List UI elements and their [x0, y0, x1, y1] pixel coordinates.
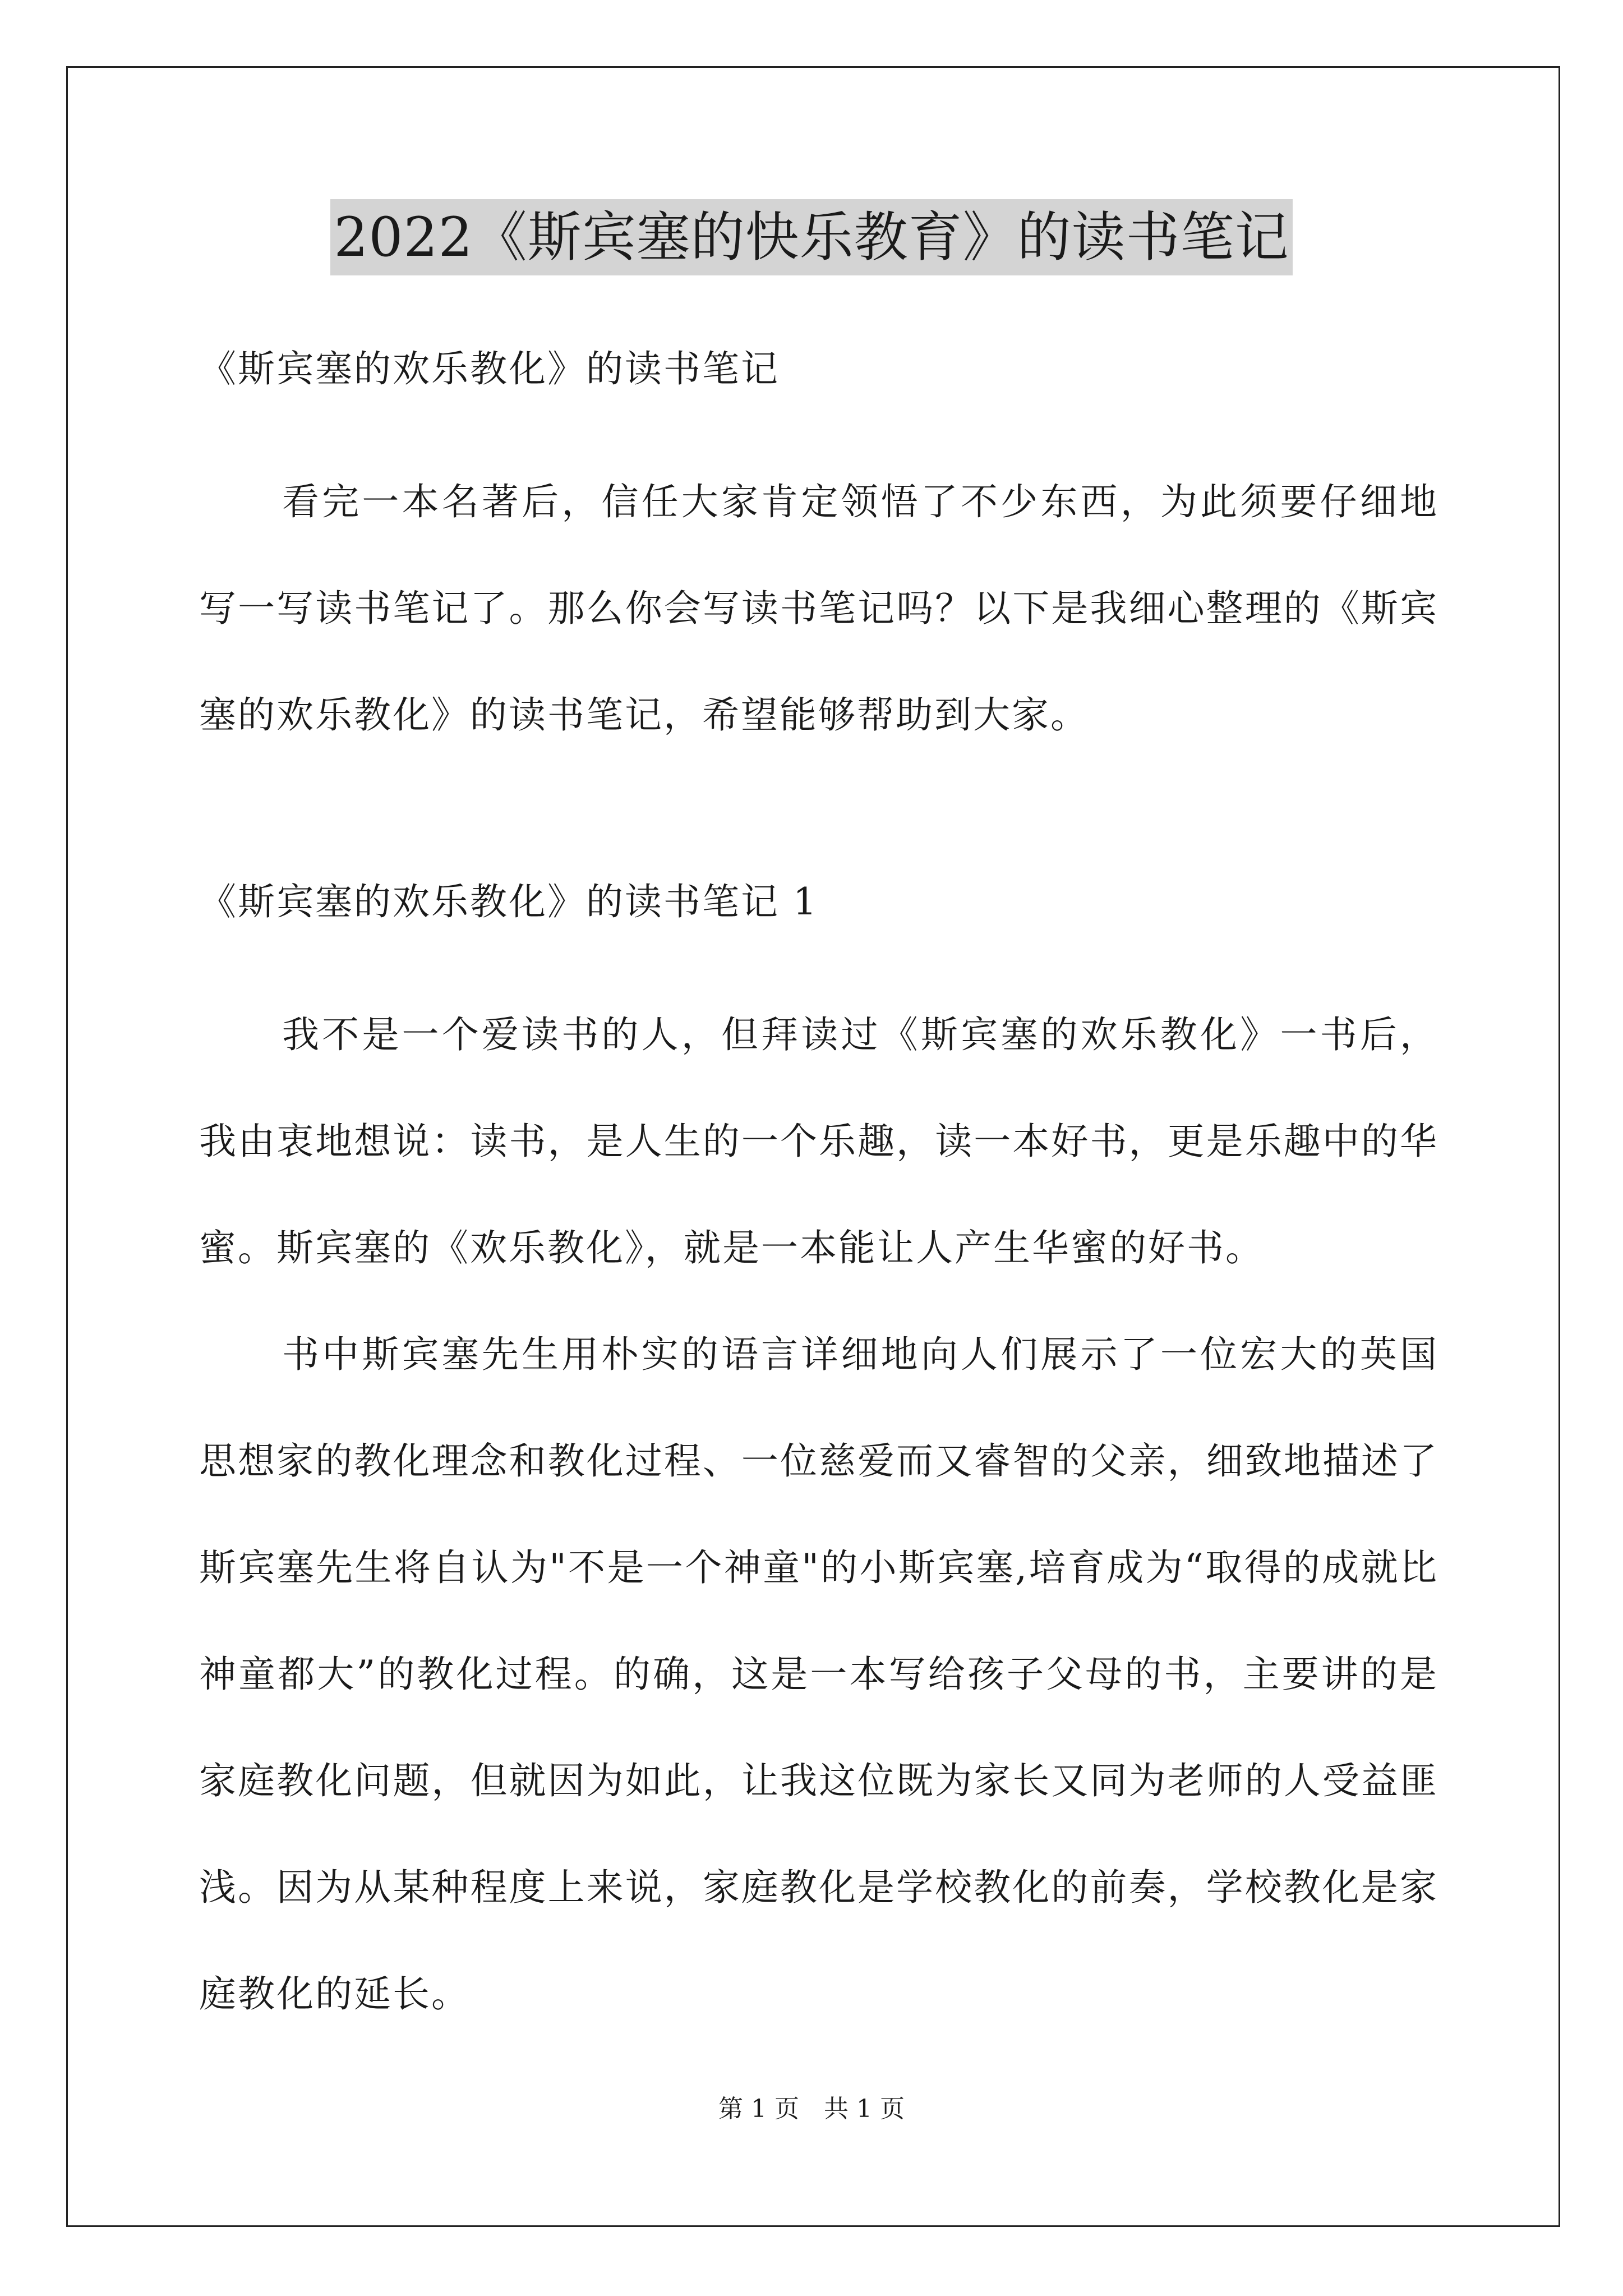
section-spacer: [199, 769, 1438, 875]
document-title: 2022《斯宾塞的快乐教育》的读书笔记: [330, 199, 1292, 275]
body-paragraph-1: 我不是一个爱读书的人，但拜读过《斯宾塞的欢乐教化》一书后，我由衷地想说：读书，是人生的一个乐趣，读一本好书，更是乐趣中的华蜜。斯宾塞的《欢乐教化》，就是一本能让人产生华蜜的好书。: [199, 1013, 1438, 1269]
page-footer: 第 1 页 共 1 页: [718, 2095, 905, 2123]
section-heading: 《斯宾塞的欢乐教化》的读书笔记 1: [199, 880, 818, 923]
body-paragraph-2: 书中斯宾塞先生用朴实的语言详细地向人们展示了一位宏大的英国思想家的教化理念和教化过程、一位慈爱而又睿智的父亲，细致地描述了斯宾塞先生将自认为"不是一个神童"的小斯宾塞,培育成为“取得的成就比神童都大”的教化过程。的确，这是一本写给孩子父母的书，主要讲的是家庭教化问题，但就因为如此，让我这位既为家长又同为老师的人受益匪浅。因为从某种程度上来说，家庭教化是学校教化的前奏，学校教化是家庭教化的延长。: [199, 1333, 1438, 2016]
intro-paragraph: 看完一本名著后，信任大家肯定领悟了不少东西，为此须要仔细地写一写读书笔记了。那么你会写读书笔记吗？以下是我细心整理的《斯宾塞的欢乐教化》的读书笔记，希望能够帮助到大家。: [199, 480, 1438, 737]
title-wrapper: [0, 199, 1623, 275]
document-body: [199, 342, 1438, 2047]
document-subtitle: 《斯宾塞的欢乐教化》的读书笔记: [199, 347, 780, 390]
